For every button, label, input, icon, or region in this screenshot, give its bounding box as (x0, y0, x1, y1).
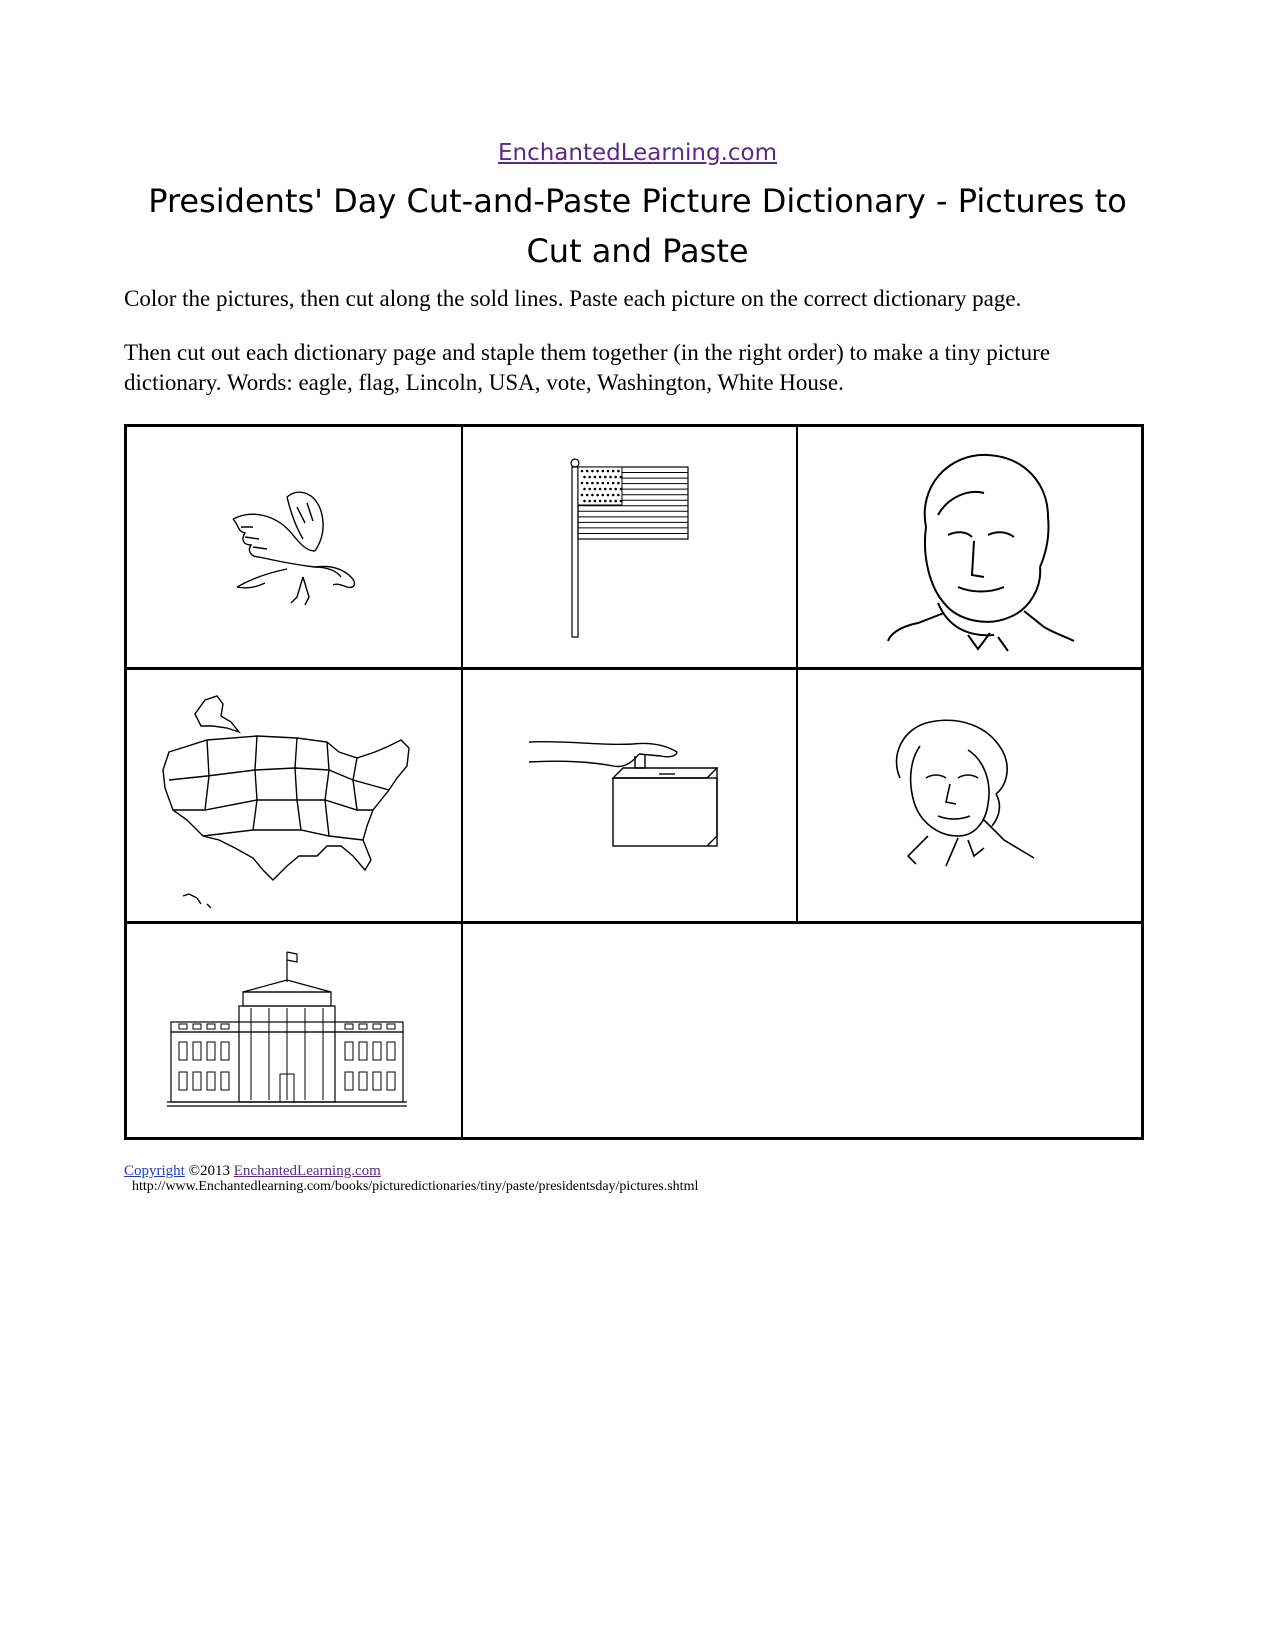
picture-cell-white-house (127, 924, 461, 1140)
picture-cell-eagle (127, 427, 461, 667)
flag-icon (463, 427, 796, 667)
white-house-icon (127, 924, 461, 1140)
usa-map-icon (127, 670, 461, 921)
eagle-icon (127, 427, 461, 667)
site-link[interactable] (0, 140, 1275, 166)
instructions-paragraph-2: Then cut out each dictionary page and staple them together (in the right order) to make a tiny picture dictionary. Words: eagle, flag, Lincoln, USA, vote, Washington, White House. (124, 340, 1051, 395)
picture-cell-flag (463, 427, 796, 667)
picture-cell-vote (463, 670, 796, 921)
footer-site-link[interactable]: EnchantedLearning.com (233, 1163, 381, 1179)
picture-grid (124, 424, 1144, 1140)
picture-cell-washington (798, 670, 1141, 921)
footer (124, 1163, 698, 1195)
lincoln-icon (798, 427, 1141, 667)
vote-icon (463, 670, 796, 921)
page-url: http://www.Enchantedlearning.com/books/picturedictionaries/tiny/paste/presidentsday/pictures.shtml (132, 1179, 699, 1194)
washington-icon (798, 670, 1141, 921)
picture-cell-lincoln (798, 427, 1141, 667)
copyright-link[interactable]: Copyright (124, 1163, 185, 1179)
site-link-text[interactable]: EnchantedLearning.com (497, 140, 778, 166)
instructions-paragraph-1: Color the pictures, then cut along the sold lines. Paste each picture on the correct dictionary page. (124, 286, 1022, 311)
copyright-year: ©2013 (188, 1163, 230, 1179)
page-title: Presidents' Day Cut-and-Paste Picture Dictionary - Pictures to Cut and Paste (148, 182, 1127, 270)
picture-cell-usa (127, 670, 461, 921)
